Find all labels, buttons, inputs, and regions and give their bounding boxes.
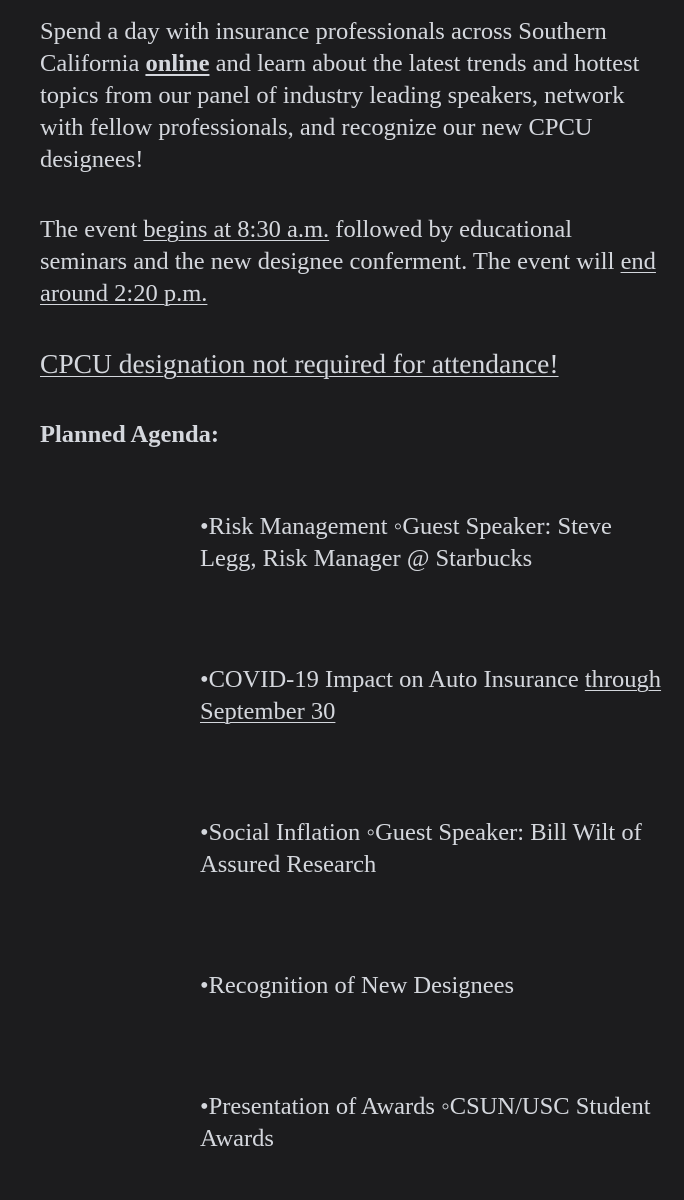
- agenda-item-text: •Social Inflation ◦Guest Speaker: Bill Wilt of Assured Research: [200, 819, 642, 878]
- intro-paragraph: [40, 16, 665, 176]
- event-text-1: The event: [40, 216, 144, 243]
- agenda-item-text: •COVID-19 Impact on Auto Insurance: [200, 666, 585, 693]
- agenda-item-text: •Presentation of Awards ◦CSUN/USC Student Awards: [200, 1093, 651, 1152]
- intro-text-before: Spend a day with insurance professionals across Southern California: [40, 18, 607, 77]
- agenda-item: [200, 970, 670, 1002]
- agenda-item: [200, 1091, 670, 1155]
- event-time-paragraph: [40, 214, 665, 310]
- begins-time-link[interactable]: begins at 8:30 a.m.: [143, 216, 330, 243]
- through-september-link[interactable]: through September 30: [200, 666, 662, 725]
- agenda-heading: Planned Agenda:: [40, 421, 220, 448]
- agenda-item-text: •Risk Management ◦Guest Speaker: Steve Legg, Risk Manager @ Starbucks: [200, 513, 612, 572]
- agenda-item: [200, 817, 670, 881]
- agenda-item-text: •Recognition of New Designees: [200, 972, 515, 999]
- event-text-2: followed by educational seminars and the new designee conferment. The event will: [40, 216, 621, 275]
- agenda-item: [200, 511, 670, 575]
- end-time-link[interactable]: end around 2:20 p.m.: [40, 248, 656, 307]
- agenda-item: [200, 664, 670, 728]
- online-link[interactable]: online: [145, 50, 210, 77]
- cpcu-requirement-link[interactable]: CPCU designation not required for attendance!: [40, 348, 559, 379]
- intro-text-after: and learn about the latest trends and hottest topics from our panel of industry leading speakers, network with fellow professionals, and recognize our new CPCU designees!: [40, 50, 640, 173]
